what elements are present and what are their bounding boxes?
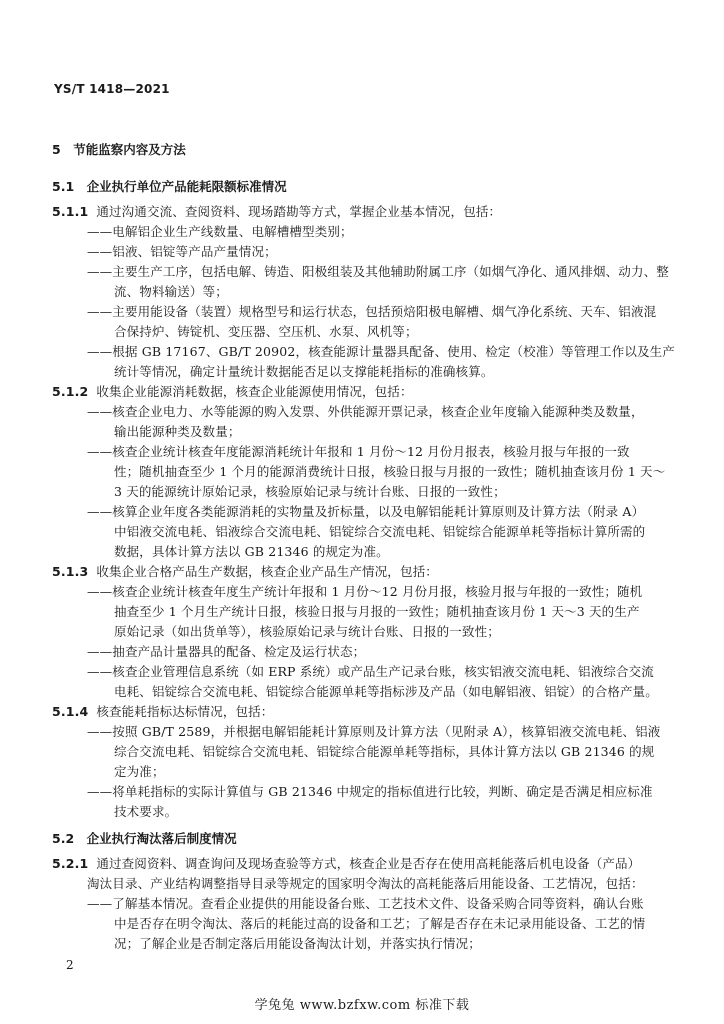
text-line: ——铝液、铝锭等产品产量情况；	[87, 244, 277, 259]
standard-code-header: YS/T 1418—2021	[54, 82, 170, 96]
text-line: ——核算企业年度各类能源消耗的实物量及折标量，以及电解铝能耗计算原则及计算方法（附录 A）	[87, 504, 645, 519]
text-line: 定为准；	[114, 764, 165, 779]
text-line: ——将单耗指标的实际计算值与 GB 21346 中规定的指标值进行比较，判断、确定是否满足相应标准	[87, 784, 653, 799]
text-line: 统计等情况，确定计量统计数据能否足以支撑能耗指标的准确核算。	[114, 364, 494, 379]
text-line: ——主要用能设备（装置）规格型号和运行状态，包括预焙阳极电解槽、烟气净化系统、天车、铝液混	[87, 304, 657, 319]
text-line: ——主要生产工序，包括电解、铸造、阳极组装及其他辅助附属工序（如烟气净化、通风排烟、动力、整	[87, 264, 669, 279]
clause-number: 5.1.3	[52, 564, 89, 579]
text-line: 原始记录（如出货单等），核验原始记录与统计台账、日报的一致性；	[114, 624, 500, 639]
text-line: 抽查至少 1 个月生产统计日报，核验日报与月报的一致性；随机抽查该月份 1 天～3 天的生产	[114, 604, 640, 619]
clause-5-1-1-lead	[52, 203, 501, 221]
text-line: 3 天的能源统计原始记录，核验原始记录与统计台账、日报的一致性；	[114, 484, 506, 499]
page-number: 2	[66, 958, 74, 972]
text-line: 性；随机抽查至少 1 个月的能源消费统计日报，核验日报与月报的一致性；随机抽查该月份 1 天～	[114, 464, 666, 479]
text-line: ——了解基本情况。查看企业提供的用能设备台账、工艺技术文件、设备采购合同等资料，确认台账	[87, 896, 644, 911]
clause-text: 通过沟通交流、查阅资料、现场踏勘等方式，掌握企业基本情况，包括：	[96, 204, 502, 219]
text-line: 电耗、铝锭综合交流电耗、铝锭综合能源单耗等指标涉及产品（如电解铝液、铝锭）的合格产量。	[114, 684, 658, 699]
clause-5-1-2-lead	[52, 383, 413, 401]
text-line: ——核查企业管理信息系统（如 ERP 系统）或产品生产记录台账，核实铝液交流电耗、铝液综合交流	[87, 664, 654, 679]
text-line: 况；了解企业是否制定落后用能设备淘汰计划，并落实执行情况；	[114, 936, 481, 951]
clause-5-1-4-lead	[52, 703, 273, 721]
clause-text: 收集企业合格产品生产数据，核查企业产品生产情况，包括：	[96, 564, 438, 579]
text-line: ——电解铝企业生产线数量、电解槽槽型类别；	[87, 224, 353, 239]
section-5-1-heading: 5.1 企业执行单位产品能耗限额标准情况	[52, 179, 287, 194]
text-line: 输出能源种类及数量；	[114, 424, 241, 439]
text-line: 技术要求。	[114, 804, 178, 819]
text-line: ——抽查产品计量器具的配备、检定及运行状态；	[87, 644, 366, 659]
text-line: ——核查企业统计核查年度能源消耗统计年报和 1 月份～12 月份月报表，核验月报与年报的一致	[87, 444, 630, 459]
text-line: ——核查企业统计核查年度生产统计年报和 1 月份～12 月份月报，核验月报与年报的一致性；随机	[87, 584, 643, 599]
text-line: ——按照 GB/T 2589，并根据电解铝能耗计算原则及计算方法（见附录 A），核算铝液交流电耗、铝液	[87, 724, 661, 739]
clause-5-2-1-lead	[52, 855, 640, 873]
clause-number: 5.1.4	[52, 704, 89, 719]
clause-text: 核查能耗指标达标情况，包括：	[96, 704, 274, 719]
watermark-footer: 学兔兔 www.bzfxw.com 标准下载	[254, 998, 470, 1013]
clause-number: 5.1.1	[52, 204, 89, 219]
text-line: 中是否存在明令淘汰、落后的耗能过高的设备和工艺；了解是否存在未记录用能设备、工艺的情	[114, 916, 646, 931]
clause-text: 收集企业能源消耗数据，核查企业能源使用情况，包括：	[96, 384, 413, 399]
text-line: 数据，具体计算方法以 GB 21346 的规定为准。	[114, 544, 389, 559]
text-line: 流、物料输送）等；	[114, 284, 228, 299]
section-5-2-heading: 5.2 企业执行淘汰落后制度情况	[52, 831, 237, 846]
text-line: 综合交流电耗、铝锭综合交流电耗、铝锭综合能源单耗等指标，具体计算方法以 GB 21346 的规	[114, 744, 655, 759]
clause-number: 5.2.1	[52, 856, 89, 871]
text-line: 中铝液交流电耗、铝液综合交流电耗、铝锭综合交流电耗、铝锭综合能源单耗等指标计算所需的	[114, 524, 646, 539]
clause-text: 通过查阅资料、调查询问及现场查验等方式，核查企业是否存在使用高耗能落后机电设备（产品）	[96, 856, 641, 871]
clause-number: 5.1.2	[52, 384, 89, 399]
clause-5-1-3-lead	[52, 563, 438, 581]
text-line: 淘汰目录、产业结构调整指导目录等规定的国家明令淘汰的高耗能落后用能设备、工艺情况，包括：	[87, 876, 644, 891]
text-line: ——根据 GB 17167、GB/T 20902，核查能源计量器具配备、使用、检定（校准）等管理工作以及生产	[87, 344, 675, 359]
text-line: ——核查企业电力、水等能源的购入发票、外供能源开票记录，核查企业年度输入能源种类及数量，	[87, 404, 644, 419]
section-5-heading: 5 节能监察内容及方法	[52, 142, 186, 157]
text-line: 合保持炉、铸锭机、变压器、空压机、水泵、风机等；	[114, 324, 418, 339]
